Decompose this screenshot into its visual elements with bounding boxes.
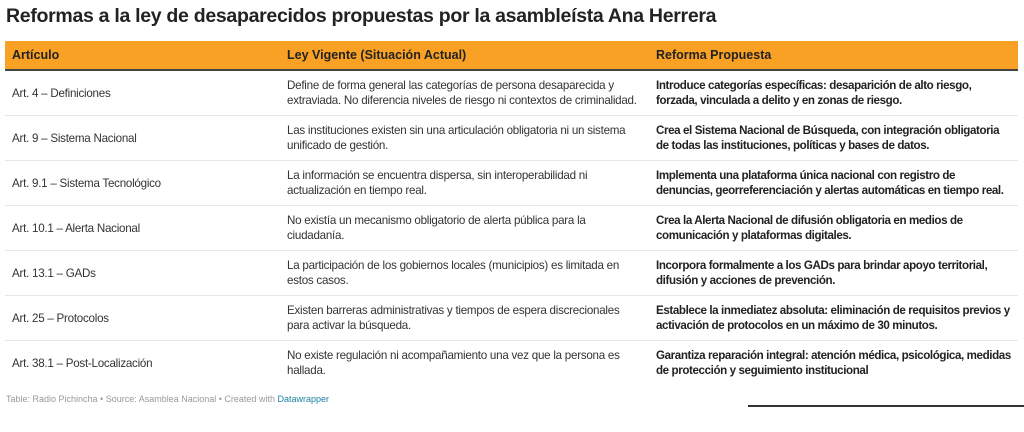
page-title: Reformas a la ley de desaparecidos propuestas por la asambleísta Ana Herrera [6, 5, 717, 27]
cell-articulo: Art. 9 – Sistema Nacional [5, 116, 280, 161]
cell-reforma: Crea el Sistema Nacional de Búsqueda, con integración obligatoria de todas las instituciones, políticas y bases de datos. [649, 116, 1018, 161]
bottom-divider [748, 405, 1024, 407]
cell-articulo: Art. 38.1 – Post-Localización [12, 356, 153, 370]
cell-articulo: Art. 10.1 – Alerta Nacional [5, 206, 280, 251]
cell-reforma: Implementa una plataforma única nacional con registro de denuncias, georreferenciación y alertas automáticas en tiempo real. [649, 161, 1018, 206]
cell-ley: La participación de los gobiernos locales (municipios) es limitada en estos casos. [280, 251, 649, 296]
footer-credits [6, 393, 1018, 405]
cell-reforma: Incorpora formalmente a los GADs para brindar apoyo territorial, difusión y acciones de prevención. [649, 251, 1018, 296]
cell-reforma: Crea la Alerta Nacional de difusión obligatoria en medios de comunicación y plataformas digitales. [649, 206, 1018, 251]
table-row [5, 251, 1018, 296]
cell-reforma: Introduce categorías específicas: desaparición de alto riesgo, forzada, vinculada a delito y en zonas de riesgo. [649, 70, 1018, 116]
cell-articulo: Art. 13.1 – GADs [5, 251, 280, 296]
cell-reforma: Establece la inmediatez absoluta: eliminación de requisitos previos y activación de protocolos en un máximo de 30 minutos. [649, 296, 1018, 341]
cell-ley: Existen barreras administrativas y tiempos de espera discrecionales para activar la búsqueda. [280, 296, 649, 341]
cell-ley: No existía un mecanismo obligatorio de alerta pública para la ciudadanía. [280, 206, 649, 251]
column-header-reforma[interactable]: Reforma Propuesta [649, 41, 1018, 70]
cell-articulo: Art. 9.1 – Sistema Tecnológico [5, 161, 280, 206]
cell-ley: Las instituciones existen sin una articulación obligatoria ni un sistema unificado de gestión. [280, 116, 649, 161]
table-header-row [5, 41, 1018, 70]
table-row [5, 296, 1018, 341]
table-row [5, 206, 1018, 251]
column-header-articulo[interactable]: Artículo [5, 41, 280, 70]
table-row [5, 161, 1018, 206]
datawrapper-link[interactable]: Datawrapper [277, 394, 329, 404]
cell-ley: No existe regulación ni acompañamiento una vez que la persona es hallada. [287, 349, 620, 377]
footer-text: Table: Radio Pichincha • Source: Asamblea Nacional • Created with [6, 394, 278, 404]
reforms-table [5, 41, 1018, 385]
table-row [5, 116, 1018, 161]
cell-ley: Define de forma general las categorías de persona desaparecida y extraviada. No diferencia niveles de riesgo ni contextos de criminalidad. [280, 70, 649, 116]
cell-articulo: Art. 4 – Definiciones [5, 70, 280, 116]
cell-reforma: Garantiza reparación integral: atención médica, psicológica, medidas de protección y seguimiento institucional [656, 349, 1011, 377]
table-row [5, 341, 1018, 386]
cell-ley: La información se encuentra dispersa, sin interoperabilidad ni actualización en tiempo real. [280, 161, 649, 206]
table-row [5, 70, 1018, 116]
column-header-ley-vigente[interactable]: Ley Vigente (Situación Actual) [280, 41, 649, 70]
cell-articulo: Art. 25 – Protocolos [5, 296, 280, 341]
